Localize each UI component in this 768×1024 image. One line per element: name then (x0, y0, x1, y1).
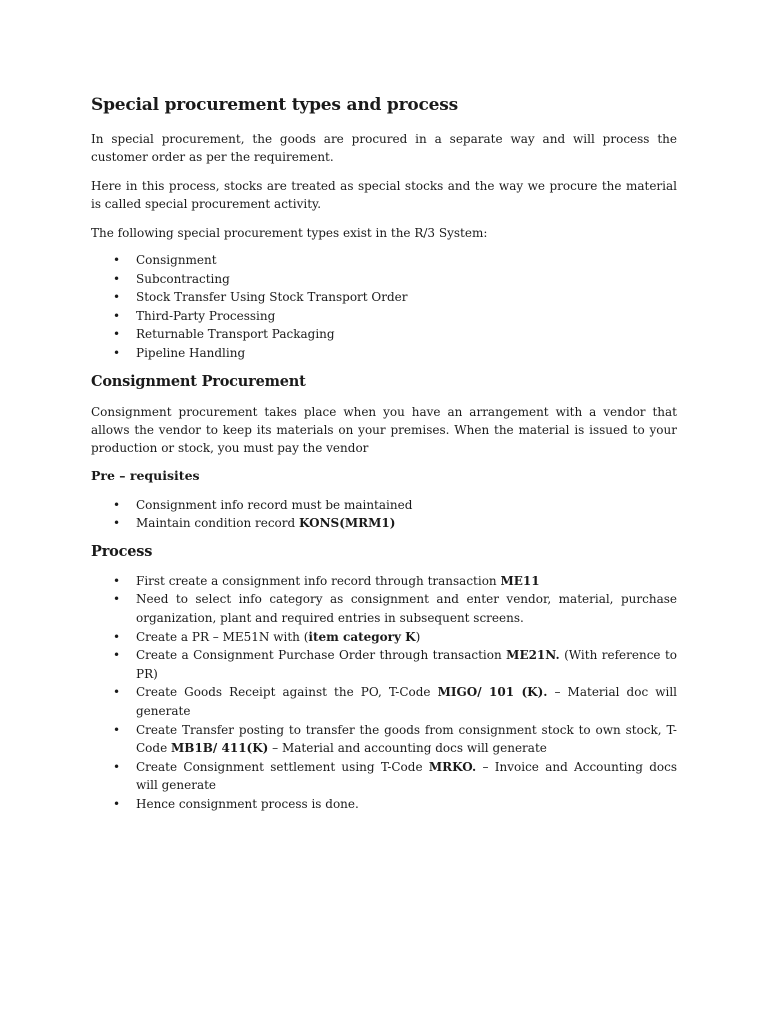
consignment-paragraph: Consignment procurement takes place when you have an arrangement with a vendor that allows the vendor to keep its materials on your premises. When the material is issued to your production or stock, you must pay the vendor (91, 404, 677, 455)
list-item: • Consignment (91, 251, 677, 270)
intro-paragraph-3: The following special procurement types exist in the R/3 System: (91, 226, 488, 240)
procurement-types-list (91, 251, 677, 363)
list-item-text: Maintain condition record (136, 516, 300, 531)
list-item-suffix: – Invoice and Accounting docs will generate (136, 759, 678, 793)
process-steps-list (91, 572, 677, 814)
list-item: • Subcontracting (91, 270, 677, 289)
section-heading-consignment: Consignment Procurement (91, 372, 306, 390)
list-item-code: MIGO/ 101 (K). (437, 685, 548, 700)
list-item (91, 795, 677, 814)
list-item (91, 572, 677, 591)
list-item-text: Create Goods Receipt against the PO, T-Code (136, 685, 438, 700)
section-heading-process: Process (91, 542, 153, 560)
list-item-suffix: (With reference to PR) (136, 648, 678, 681)
list-item (91, 628, 677, 647)
list-item-code: ME21N. (506, 648, 560, 663)
list-item-text: Create Transfer posting to transfer the goods from consignment stock to own stock, T-Code (136, 722, 677, 756)
list-item-suffix: – Material and accounting docs will generate (268, 741, 547, 756)
list-item: • Returnable Transport Packaging (91, 325, 677, 344)
list-item-text: Create a PR – ME51N with ( (136, 629, 309, 644)
list-item-text: Consignment info record must be maintained (136, 497, 413, 512)
document-page (91, 92, 677, 813)
list-item: • Stock Transfer Using Stock Transport Order (91, 288, 677, 307)
list-item (91, 683, 677, 720)
list-item (91, 496, 677, 515)
list-item-suffix: – Material doc will generate (136, 685, 678, 718)
list-item-code: KONS(MRM1) (299, 516, 396, 531)
list-item-suffix: ) (415, 629, 421, 644)
list-item-code: MB1B/ 411(K) (171, 741, 269, 756)
list-item (91, 721, 677, 758)
section-heading-prerequisites: Pre – requisites (91, 467, 200, 483)
list-item-text: Create Consignment settlement using T-Code (136, 759, 429, 774)
list-item (91, 646, 677, 683)
list-item-text: First create a consignment info record through transaction (136, 573, 501, 588)
list-item: • Pipeline Handling (91, 344, 677, 363)
list-item-code: MRKO. (428, 759, 477, 774)
list-item (91, 758, 677, 795)
intro-paragraph-2: Here in this process, stocks are treated as special stocks and the way we procure the material is called special procurement activity. (91, 179, 677, 211)
prerequisites-list (91, 496, 677, 533)
list-item-code: ME11 (500, 573, 540, 588)
list-item-text: Need to select info category as consignment and enter vendor, material, purchase organization, plant and required entries in subsequent screens. (136, 592, 677, 625)
page-title: Special procurement types and process (91, 95, 458, 115)
intro-paragraph-1: In special procurement, the goods are procured in a separate way and will process the customer order as per the requirement. (91, 132, 677, 164)
list-item (91, 514, 677, 533)
list-item (91, 590, 677, 627)
list-item-code: item category K (308, 629, 416, 644)
list-item-text: Create a Consignment Purchase Order through transaction (136, 648, 507, 663)
list-item-text: Hence consignment process is done. (136, 796, 359, 811)
list-item: • Third-Party Processing (91, 307, 677, 326)
